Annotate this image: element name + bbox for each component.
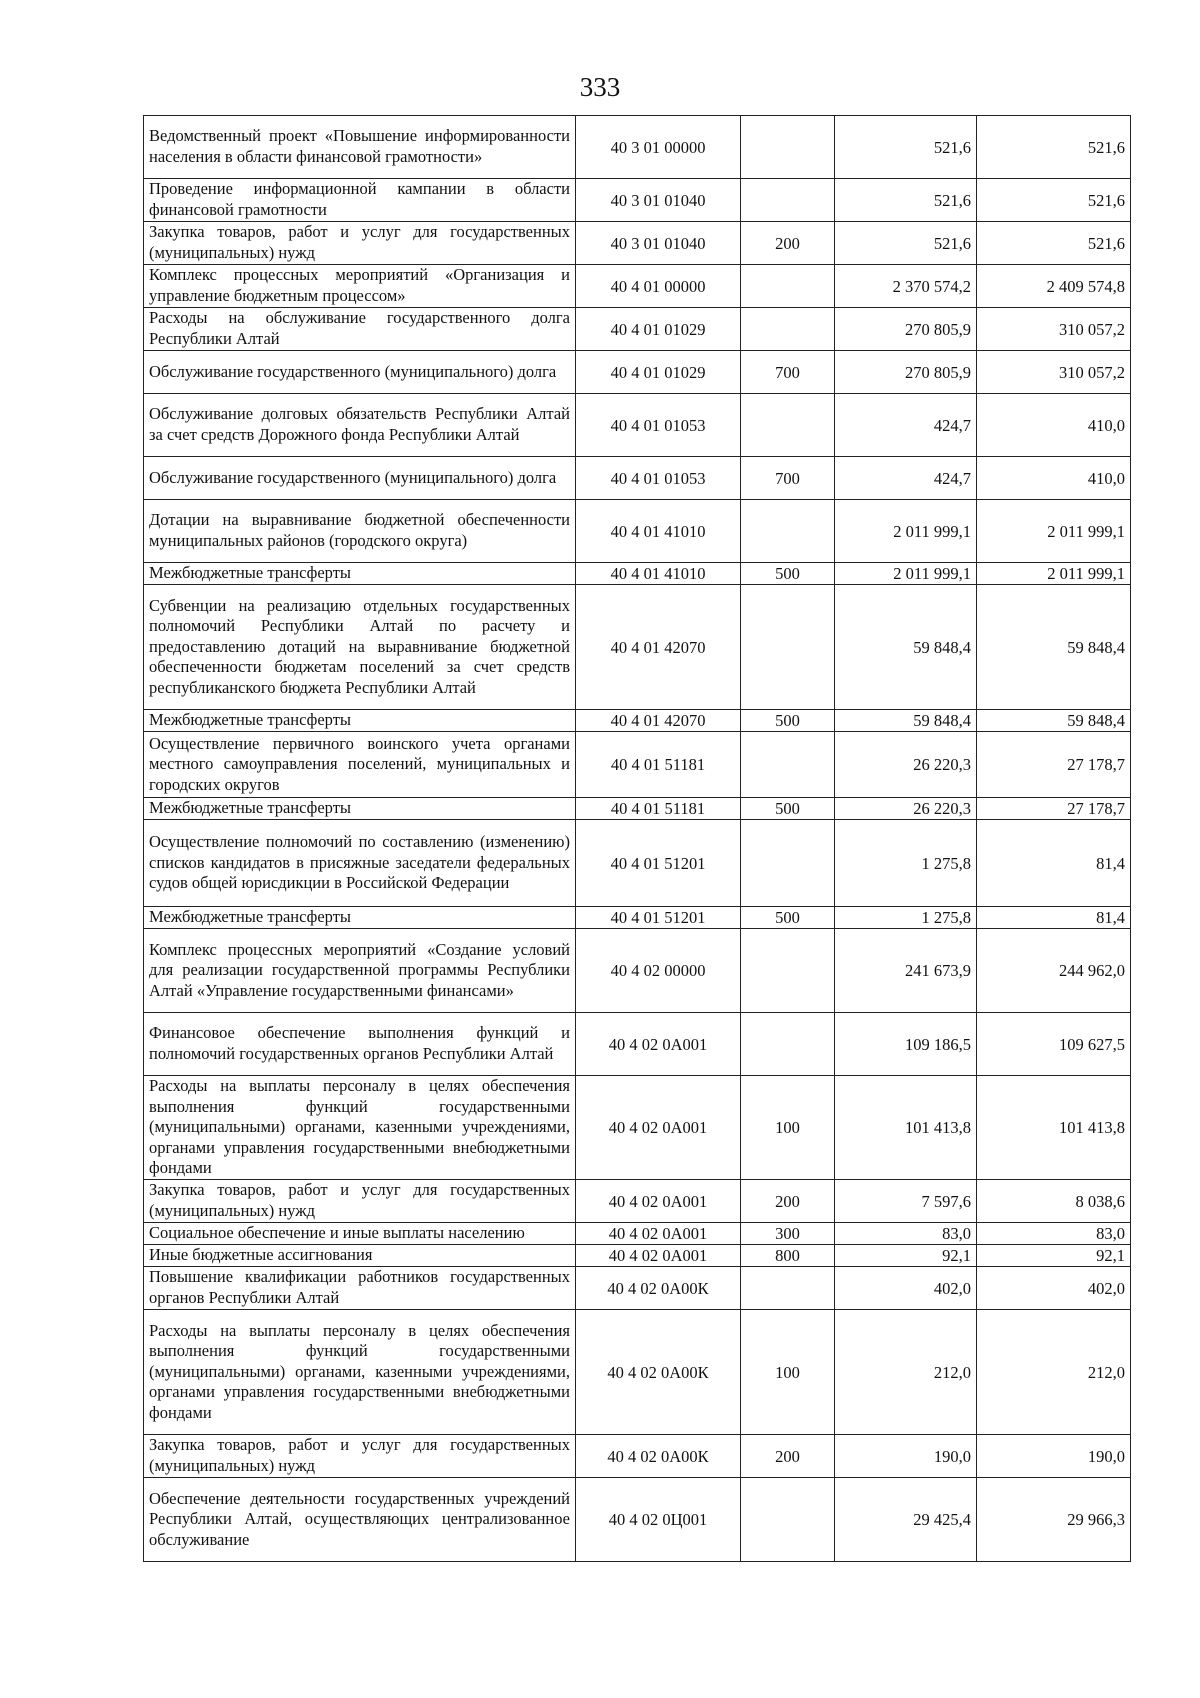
row-expense-type-cell: 300 [741,1223,835,1245]
table-row [144,1245,1131,1267]
row-code-cell: 40 4 02 00000 [576,929,741,1013]
row-amount-year1-cell: 2 011 999,1 [835,500,977,563]
row-expense-type-cell: 500 [741,563,835,585]
row-expense-type-cell [741,500,835,563]
row-amount-year2-cell: 410,0 [977,394,1131,457]
row-name-cell: Расходы на обслуживание государственного долга Республики Алтай [144,308,576,351]
row-amount-year1-cell: 26 220,3 [835,798,977,820]
row-name-cell: Межбюджетные трансферты [144,563,576,585]
row-expense-type-cell: 100 [741,1310,835,1435]
row-amount-year2-cell: 402,0 [977,1267,1131,1310]
row-amount-year1-cell: 521,6 [835,116,977,179]
row-expense-type-cell: 200 [741,222,835,265]
row-name-cell: Межбюджетные трансферты [144,798,576,820]
row-amount-year1-cell: 521,6 [835,179,977,222]
row-expense-type-cell [741,116,835,179]
row-code-cell: 40 4 01 00000 [576,265,741,308]
row-name-cell: Осуществление первичного воинского учета органами местного самоуправления поселений, муниципальных и городских округов [144,732,576,798]
row-expense-type-cell: 200 [741,1435,835,1478]
row-expense-type-cell: 800 [741,1245,835,1267]
row-code-cell: 40 4 01 51201 [576,820,741,907]
row-amount-year2-cell: 59 848,4 [977,585,1131,710]
row-expense-type-cell [741,1478,835,1562]
row-name-cell: Межбюджетные трансферты [144,907,576,929]
row-amount-year2-cell: 8 038,6 [977,1180,1131,1223]
row-name-cell: Ведомственный проект «Повышение информированности населения в области финансовой грамотности» [144,116,576,179]
budget-table [143,115,1131,1562]
row-amount-year1-cell: 92,1 [835,1245,977,1267]
row-name-cell: Субвенции на реализацию отдельных государственных полномочий Республики Алтай по расчету и предоставлению дотаций на выравнивание бюджетной обеспеченности бюджетам поселений за счет средств республиканского бюджета Республики Алтай [144,585,576,710]
table-row [144,500,1131,563]
row-name-cell: Межбюджетные трансферты [144,710,576,732]
row-amount-year1-cell: 59 848,4 [835,585,977,710]
row-amount-year1-cell: 101 413,8 [835,1076,977,1180]
row-amount-year1-cell: 59 848,4 [835,710,977,732]
row-code-cell: 40 4 01 51201 [576,907,741,929]
row-code-cell: 40 3 01 00000 [576,116,741,179]
table-row [144,1013,1131,1076]
row-name-cell: Расходы на выплаты персоналу в целях обеспечения выполнения функций государственными (муниципальными) органами, казенными учреждениями, органами управления государственными внебюджетными фондами [144,1076,576,1180]
table-row [144,907,1131,929]
row-expense-type-cell [741,1013,835,1076]
table-row [144,1435,1131,1478]
row-amount-year1-cell: 424,7 [835,394,977,457]
row-code-cell: 40 4 01 01053 [576,457,741,500]
row-code-cell: 40 3 01 01040 [576,222,741,265]
row-code-cell: 40 4 01 01053 [576,394,741,457]
row-amount-year1-cell: 270 805,9 [835,351,977,394]
row-code-cell: 40 4 01 01029 [576,308,741,351]
row-name-cell: Иные бюджетные ассигнования [144,1245,576,1267]
table-row [144,820,1131,907]
table-row [144,116,1131,179]
row-name-cell: Закупка товаров, работ и услуг для государственных (муниципальных) нужд [144,222,576,265]
row-expense-type-cell [741,179,835,222]
table-row [144,457,1131,500]
row-amount-year2-cell: 410,0 [977,457,1131,500]
row-code-cell: 40 4 02 0А001 [576,1013,741,1076]
row-code-cell: 40 4 02 0А00К [576,1267,741,1310]
row-name-cell: Закупка товаров, работ и услуг для государственных (муниципальных) нужд [144,1435,576,1478]
table-row [144,1223,1131,1245]
row-amount-year2-cell: 59 848,4 [977,710,1131,732]
row-name-cell: Комплекс процессных мероприятий «Организация и управление бюджетным процессом» [144,265,576,308]
row-amount-year1-cell: 402,0 [835,1267,977,1310]
row-name-cell: Дотации на выравнивание бюджетной обеспеченности муниципальных районов (городского округа) [144,500,576,563]
row-expense-type-cell: 100 [741,1076,835,1180]
row-name-cell: Социальное обеспечение и иные выплаты населению [144,1223,576,1245]
row-code-cell: 40 4 02 0А001 [576,1180,741,1223]
table-row [144,1267,1131,1310]
row-expense-type-cell [741,820,835,907]
row-amount-year1-cell: 83,0 [835,1223,977,1245]
table-row [144,1310,1131,1435]
row-amount-year2-cell: 2 011 999,1 [977,563,1131,585]
row-code-cell: 40 4 01 41010 [576,500,741,563]
table-row [144,265,1131,308]
row-code-cell: 40 4 02 0А001 [576,1245,741,1267]
row-amount-year2-cell: 81,4 [977,820,1131,907]
row-amount-year1-cell: 1 275,8 [835,907,977,929]
row-amount-year2-cell: 244 962,0 [977,929,1131,1013]
row-amount-year2-cell: 27 178,7 [977,798,1131,820]
row-name-cell: Обслуживание государственного (муниципального) долга [144,457,576,500]
row-amount-year1-cell: 241 673,9 [835,929,977,1013]
row-expense-type-cell [741,929,835,1013]
row-amount-year2-cell: 310 057,2 [977,351,1131,394]
row-amount-year2-cell: 27 178,7 [977,732,1131,798]
row-amount-year2-cell: 101 413,8 [977,1076,1131,1180]
row-amount-year1-cell: 2 011 999,1 [835,563,977,585]
row-amount-year2-cell: 2 409 574,8 [977,265,1131,308]
row-amount-year2-cell: 310 057,2 [977,308,1131,351]
table-row [144,563,1131,585]
table-row [144,1180,1131,1223]
table-row [144,798,1131,820]
row-amount-year1-cell: 190,0 [835,1435,977,1478]
row-amount-year1-cell: 1 275,8 [835,820,977,907]
row-amount-year1-cell: 7 597,6 [835,1180,977,1223]
row-code-cell: 40 4 01 41010 [576,563,741,585]
row-name-cell: Финансовое обеспечение выполнения функций и полномочий государственных органов Республики Алтай [144,1013,576,1076]
row-amount-year2-cell: 109 627,5 [977,1013,1131,1076]
row-name-cell: Комплекс процессных мероприятий «Создание условий для реализации государственной программы Республики Алтай «Управление государственными финансами» [144,929,576,1013]
row-amount-year1-cell: 521,6 [835,222,977,265]
budget-table-body [144,116,1131,1562]
row-amount-year1-cell: 212,0 [835,1310,977,1435]
row-amount-year2-cell: 212,0 [977,1310,1131,1435]
row-name-cell: Обеспечение деятельности государственных учреждений Республики Алтай, осуществляющих централизованное обслуживание [144,1478,576,1562]
row-code-cell: 40 4 02 0А001 [576,1076,741,1180]
row-expense-type-cell [741,394,835,457]
row-code-cell: 40 4 01 51181 [576,732,741,798]
row-amount-year2-cell: 521,6 [977,179,1131,222]
table-row [144,710,1131,732]
row-expense-type-cell [741,265,835,308]
row-code-cell: 40 4 01 01029 [576,351,741,394]
row-code-cell: 40 3 01 01040 [576,179,741,222]
row-amount-year1-cell: 424,7 [835,457,977,500]
table-row [144,732,1131,798]
row-amount-year1-cell: 2 370 574,2 [835,265,977,308]
table-row [144,1076,1131,1180]
row-code-cell: 40 4 02 0А00К [576,1435,741,1478]
row-expense-type-cell [741,732,835,798]
row-name-cell: Обслуживание долговых обязательств Республики Алтай за счет средств Дорожного фонда Республики Алтай [144,394,576,457]
row-amount-year2-cell: 83,0 [977,1223,1131,1245]
row-name-cell: Закупка товаров, работ и услуг для государственных (муниципальных) нужд [144,1180,576,1223]
row-amount-year1-cell: 26 220,3 [835,732,977,798]
row-amount-year2-cell: 92,1 [977,1245,1131,1267]
row-amount-year2-cell: 29 966,3 [977,1478,1131,1562]
row-amount-year1-cell: 109 186,5 [835,1013,977,1076]
row-name-cell: Обслуживание государственного (муниципального) долга [144,351,576,394]
row-amount-year2-cell: 190,0 [977,1435,1131,1478]
row-expense-type-cell: 500 [741,907,835,929]
row-amount-year2-cell: 81,4 [977,907,1131,929]
row-expense-type-cell [741,1267,835,1310]
row-code-cell: 40 4 02 0А00К [576,1310,741,1435]
row-code-cell: 40 4 01 42070 [576,585,741,710]
table-row [144,179,1131,222]
row-code-cell: 40 4 01 42070 [576,710,741,732]
row-amount-year1-cell: 270 805,9 [835,308,977,351]
table-row [144,929,1131,1013]
table-row [144,351,1131,394]
page-number: 333 [579,72,621,102]
table-row [144,222,1131,265]
row-code-cell: 40 4 01 51181 [576,798,741,820]
row-name-cell: Проведение информационной кампании в области финансовой грамотности [144,179,576,222]
row-expense-type-cell [741,585,835,710]
row-name-cell: Расходы на выплаты персоналу в целях обеспечения выполнения функций государственными (муниципальными) органами, казенными учреждениями, органами управления государственными внебюджетными фондами [144,1310,576,1435]
table-row [144,585,1131,710]
row-expense-type-cell [741,308,835,351]
row-expense-type-cell: 500 [741,710,835,732]
row-amount-year1-cell: 29 425,4 [835,1478,977,1562]
row-name-cell: Повышение квалификации работников государственных органов Республики Алтай [144,1267,576,1310]
row-expense-type-cell: 500 [741,798,835,820]
row-code-cell: 40 4 02 0Ц001 [576,1478,741,1562]
table-row [144,394,1131,457]
row-amount-year2-cell: 521,6 [977,116,1131,179]
table-row [144,308,1131,351]
row-expense-type-cell: 200 [741,1180,835,1223]
row-amount-year2-cell: 521,6 [977,222,1131,265]
row-amount-year2-cell: 2 011 999,1 [977,500,1131,563]
row-name-cell: Осуществление полномочий по составлению (изменению) списков кандидатов в присяжные заседатели федеральных судов общей юрисдикции в Российской Федерации [144,820,576,907]
row-expense-type-cell: 700 [741,457,835,500]
row-expense-type-cell: 700 [741,351,835,394]
table-row [144,1478,1131,1562]
row-code-cell: 40 4 02 0А001 [576,1223,741,1245]
